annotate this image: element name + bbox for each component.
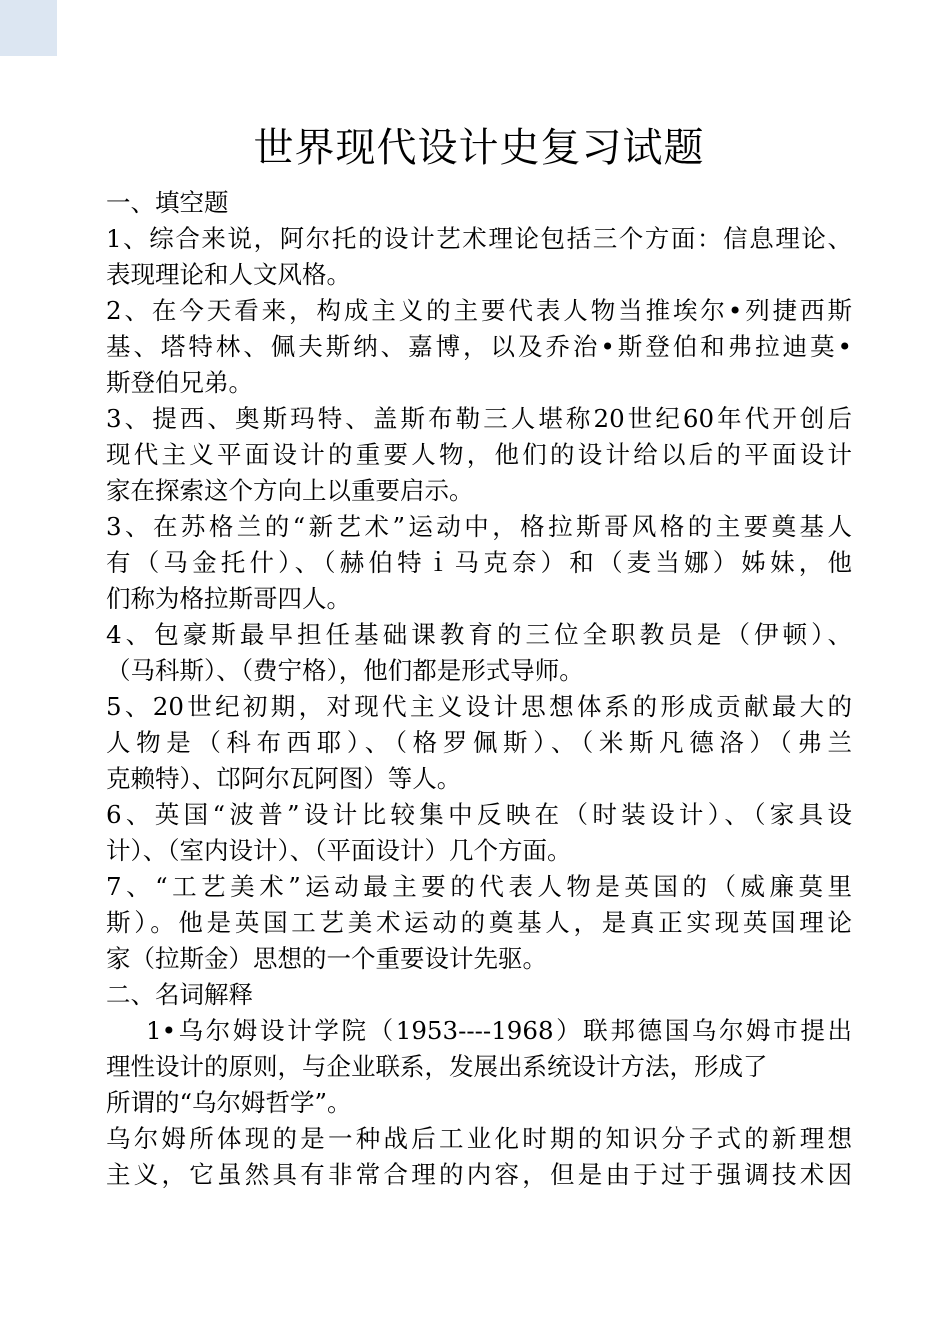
text-line: 6、英国“波普”设计比较集中反映在（时装设计）、（家具设 bbox=[106, 800, 852, 829]
text-line: 4、包豪斯最早担任基础课教育的三位全职教员是（伊顿）、 bbox=[106, 620, 852, 649]
text-line: 二、名词解释 bbox=[106, 980, 253, 1009]
text-line: 所谓的“乌尔姆哲学”。 bbox=[106, 1088, 352, 1117]
text-line: 基、塔特林、佩夫斯纳、嘉博，以及乔治•斯登伯和弗拉迪莫• bbox=[106, 332, 852, 361]
page-title: 世界现代设计史复习试题 bbox=[253, 125, 705, 171]
text-line: 1•乌尔姆设计学院（1953----1968）联邦德国乌尔姆市提出 bbox=[146, 1016, 852, 1045]
text-line: 计）、（室内设计）、（平面设计）几个方面。 bbox=[106, 836, 572, 865]
text-line: 斯）。他是英国工艺美术运动的奠基人，是真正实现英国理论 bbox=[106, 908, 852, 937]
text-line: 3、在苏格兰的“新艺术”运动中，格拉斯哥风格的主要奠基人 bbox=[106, 512, 852, 541]
text-line: 1、综合来说，阿尔托的设计艺术理论包括三个方面：信息理论、 bbox=[106, 224, 852, 253]
text-line: 人物是（科布西耶）、（格罗佩斯）、（米斯凡德洛）（弗兰 bbox=[106, 728, 852, 757]
document-body bbox=[106, 185, 852, 1193]
text-line: 家（拉斯金）思想的一个重要设计先驱。 bbox=[106, 944, 547, 973]
text-line: 理性设计的原则，与企业联系，发展出系统设计方法，形成了 bbox=[106, 1052, 768, 1081]
text-line: 7、“工艺美术”运动最主要的代表人物是英国的（威廉莫里 bbox=[106, 872, 852, 901]
text-line: 一、填空题 bbox=[106, 188, 229, 217]
text-line: 5、20世纪初期，对现代主义设计思想体系的形成贡献最大的 bbox=[106, 692, 852, 721]
text-line: 有（马金托什）、（赫伯特ｉ马克奈）和（麦当娜）姊妹，他 bbox=[106, 548, 852, 577]
text-line: 们称为格拉斯哥四人。 bbox=[106, 584, 351, 613]
text-line: 斯登伯兄弟。 bbox=[106, 368, 253, 397]
text-line: 现代主义平面设计的重要人物，他们的设计给以后的平面设计 bbox=[106, 440, 852, 469]
text-line: 3、提西、奥斯玛特、盖斯布勒三人堪称20世纪60年代开创后 bbox=[106, 404, 852, 433]
text-line: 主义，它虽然具有非常合理的内容，但是由于过于强调技术因 bbox=[106, 1160, 852, 1189]
text-line: 2、在今天看来，构成主义的主要代表人物当推埃尔•列捷西斯 bbox=[106, 296, 852, 325]
text-line: 表现理论和人文风格。 bbox=[106, 260, 351, 289]
corner-tab bbox=[0, 0, 57, 56]
text-line: 家在探索这个方向上以重要启示。 bbox=[106, 476, 474, 505]
text-line: 乌尔姆所体现的是一种战后工业化时期的知识分子式的新理想 bbox=[106, 1124, 852, 1153]
text-line: （马科斯）、（费宁格），他们都是形式导师。 bbox=[106, 656, 584, 685]
text-line: 克赖特）、邙阿尔瓦阿图）等人。 bbox=[106, 764, 462, 793]
